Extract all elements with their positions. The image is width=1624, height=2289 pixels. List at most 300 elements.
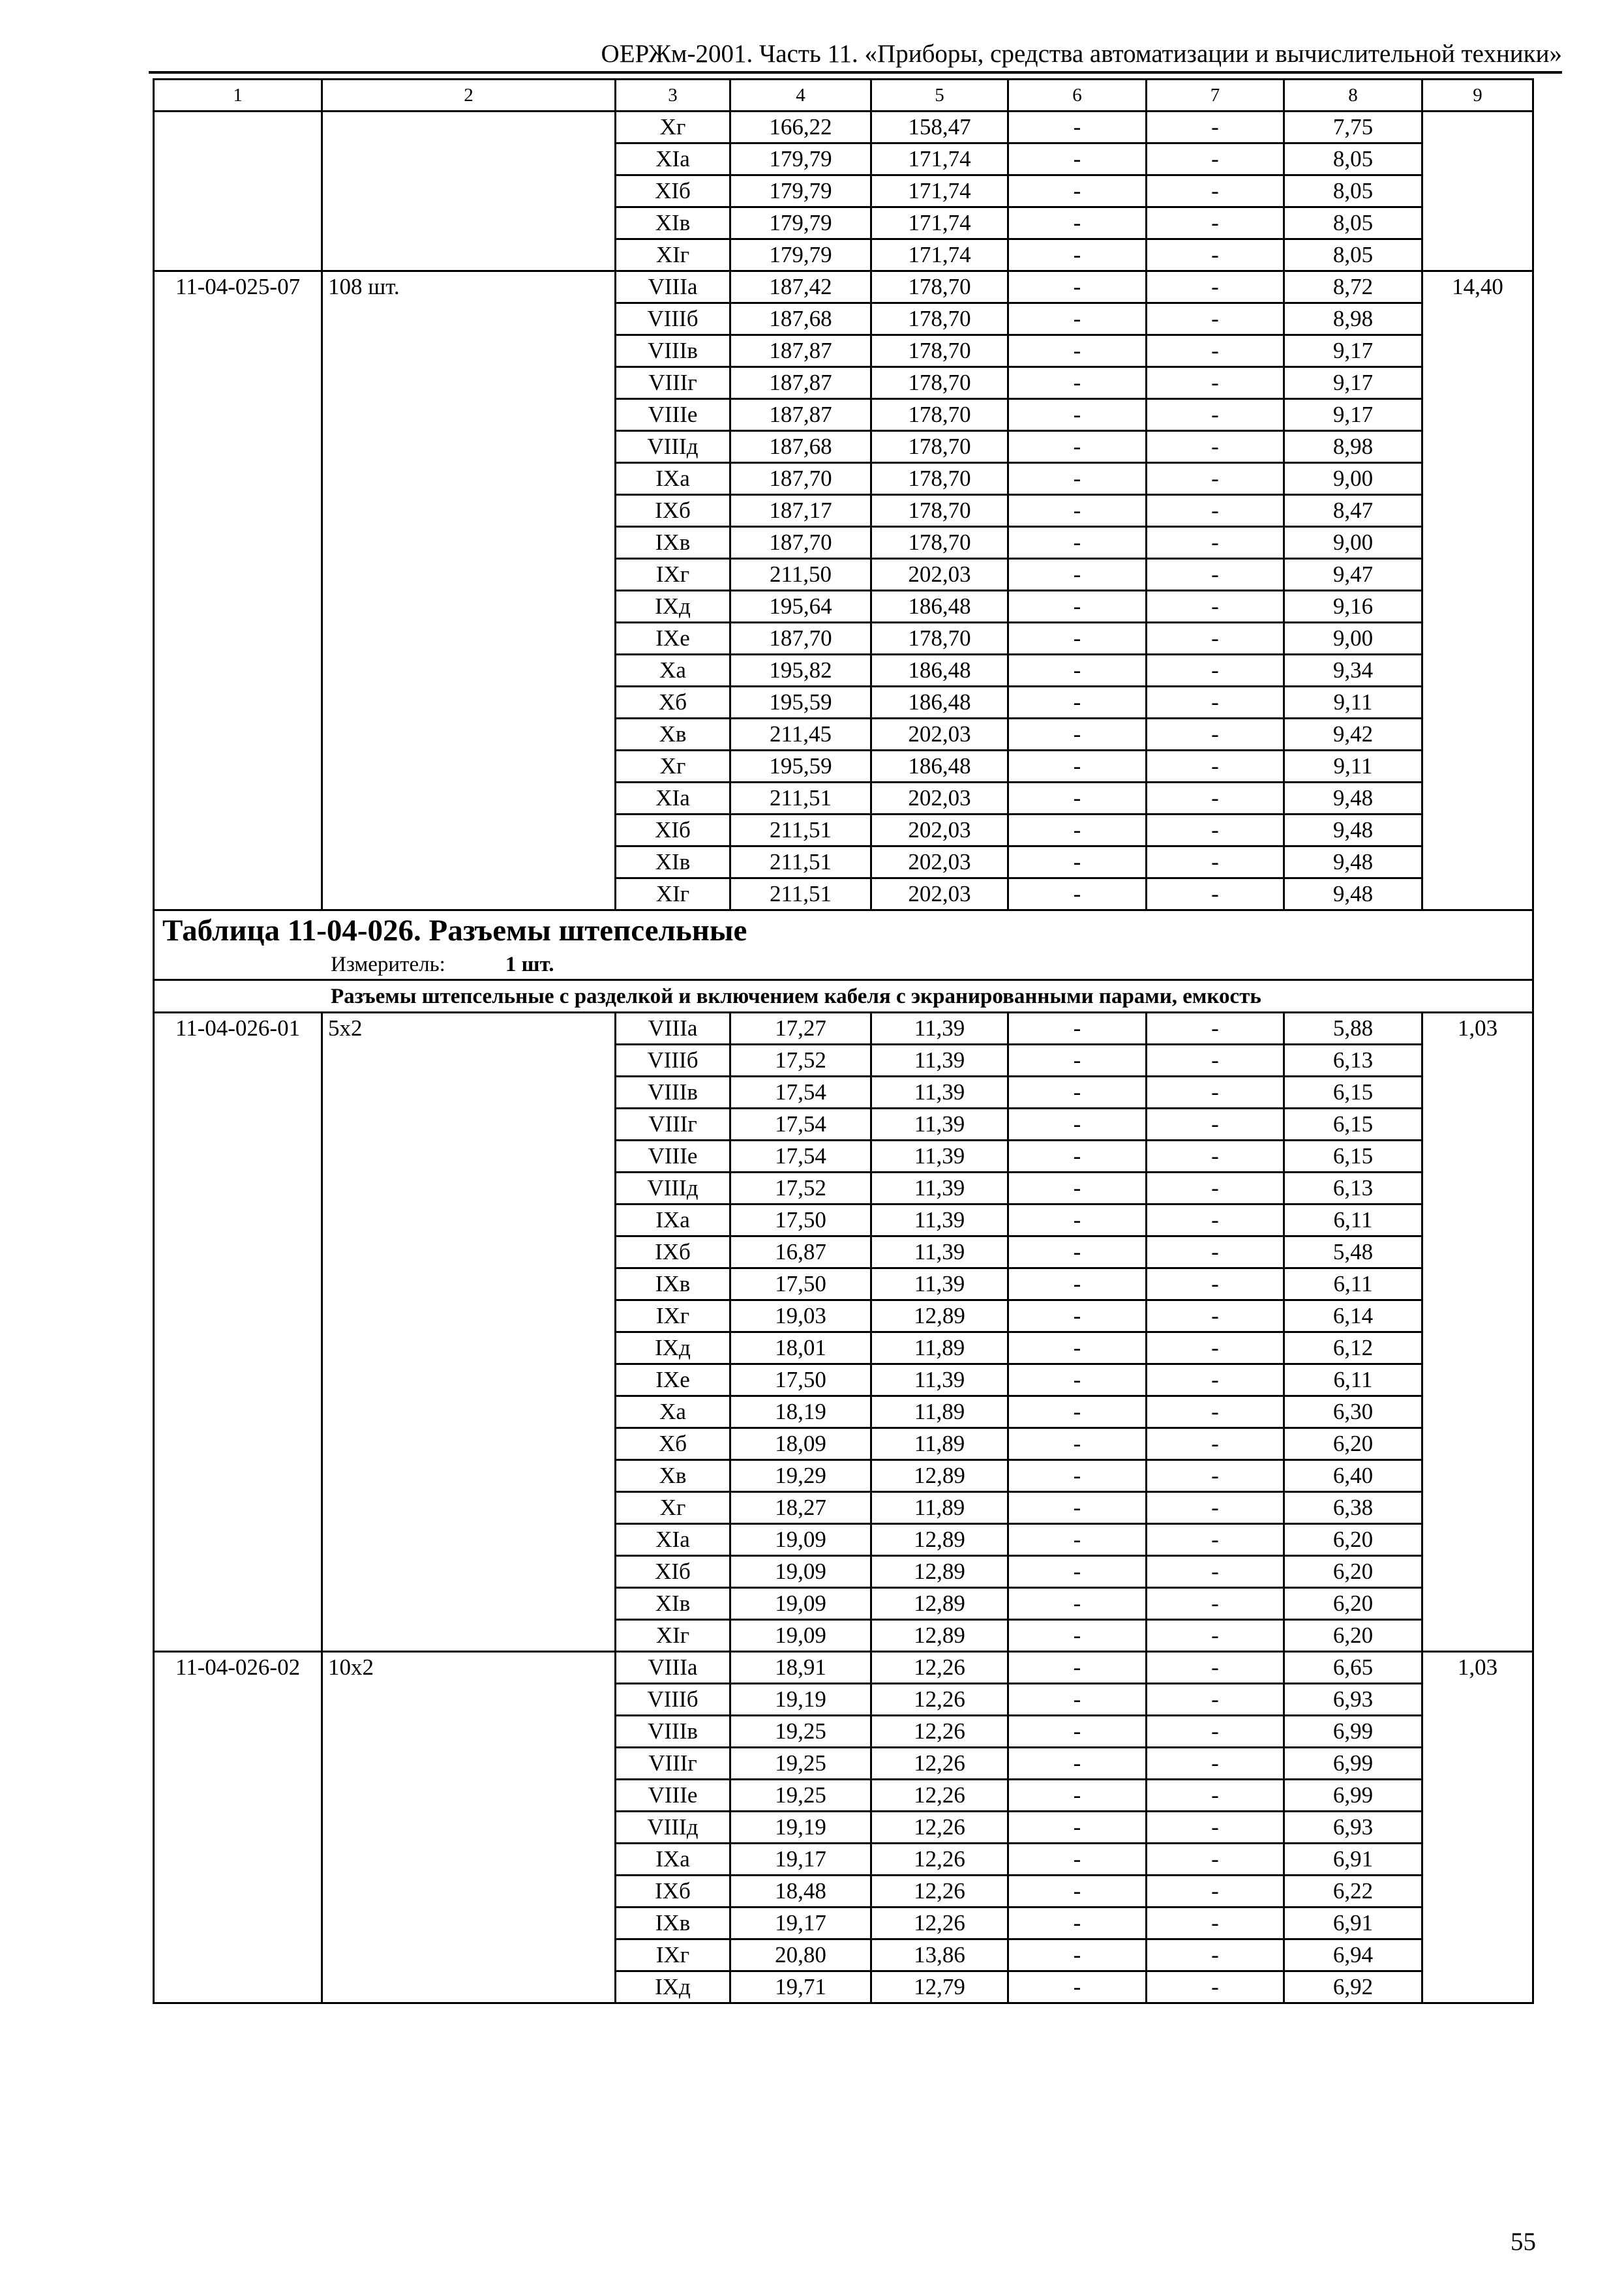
material-cost-cell: 9,48: [1284, 846, 1422, 878]
zone-cell: VIIIв: [616, 335, 730, 367]
wage-cell: 158,47: [871, 112, 1008, 143]
operator-wage-cell: -: [1147, 1109, 1284, 1141]
wage-cell: 11,39: [871, 1141, 1008, 1173]
section-header-cell: [154, 910, 1533, 980]
machine-cost-cell: -: [1008, 1364, 1147, 1396]
operator-wage-cell: -: [1147, 1332, 1284, 1364]
material-cost-cell: 6,65: [1284, 1652, 1422, 1684]
wage-cell: 11,39: [871, 1013, 1008, 1045]
material-cost-cell: 9,00: [1284, 527, 1422, 559]
column-number: 2: [322, 80, 616, 112]
cable-mass-cell: 1,03: [1422, 1652, 1533, 2003]
machine-cost-cell: -: [1008, 271, 1147, 303]
wage-cell: 202,03: [871, 559, 1008, 591]
header-rule: [149, 71, 1562, 74]
machine-cost-cell: -: [1008, 783, 1147, 815]
operator-wage-cell: -: [1147, 1588, 1284, 1620]
zone-cell: IXг: [616, 1939, 730, 1971]
machine-cost-cell: -: [1008, 1652, 1147, 1684]
rate-name: 5x2: [322, 1013, 616, 1652]
measure-line: [162, 950, 1524, 979]
direct-cost-cell: 17,50: [730, 1204, 871, 1236]
material-cost-cell: 9,34: [1284, 655, 1422, 687]
zone-cell: VIIIе: [616, 1141, 730, 1173]
operator-wage-cell: -: [1147, 495, 1284, 527]
machine-cost-cell: -: [1008, 1620, 1147, 1652]
direct-cost-cell: 19,09: [730, 1588, 871, 1620]
machine-cost-cell: -: [1008, 1204, 1147, 1236]
operator-wage-cell: -: [1147, 399, 1284, 431]
operator-wage-cell: -: [1147, 207, 1284, 239]
zone-cell: XIв: [616, 1588, 730, 1620]
material-cost-cell: 9,16: [1284, 591, 1422, 623]
machine-cost-cell: -: [1008, 399, 1147, 431]
operator-wage-cell: -: [1147, 1204, 1284, 1236]
direct-cost-cell: 187,70: [730, 527, 871, 559]
zone-cell: IXд: [616, 591, 730, 623]
price-table: [153, 78, 1534, 2004]
direct-cost-cell: 18,27: [730, 1492, 871, 1524]
operator-wage-cell: -: [1147, 1077, 1284, 1109]
material-cost-cell: 6,20: [1284, 1524, 1422, 1556]
machine-cost-cell: -: [1008, 751, 1147, 783]
zone-cell: IXв: [616, 527, 730, 559]
zone-cell: VIIIд: [616, 431, 730, 463]
cable-mass-cell: [1422, 112, 1533, 271]
cable-mass-cell: 1,03: [1422, 1013, 1533, 1652]
machine-cost-cell: -: [1008, 1876, 1147, 1908]
operator-wage-cell: -: [1147, 1780, 1284, 1812]
operator-wage-cell: -: [1147, 175, 1284, 207]
wage-cell: 178,70: [871, 527, 1008, 559]
wage-cell: 12,79: [871, 1971, 1008, 2003]
operator-wage-cell: -: [1147, 271, 1284, 303]
zone-cell: XIа: [616, 143, 730, 175]
machine-cost-cell: -: [1008, 1141, 1147, 1173]
operator-wage-cell: -: [1147, 1236, 1284, 1268]
zone-cell: XIб: [616, 1556, 730, 1588]
wage-cell: 12,89: [871, 1300, 1008, 1332]
page-header-title: ОЕРЖм-2001. Часть 11. «Приборы, средства автоматизации и вычислительной техники»: [601, 40, 1562, 68]
section-header: [154, 910, 1533, 980]
column-number: 9: [1422, 80, 1533, 112]
direct-cost-cell: 195,82: [730, 655, 871, 687]
material-cost-cell: 8,05: [1284, 207, 1422, 239]
operator-wage-cell: -: [1147, 783, 1284, 815]
machine-cost-cell: -: [1008, 655, 1147, 687]
column-number: 5: [871, 80, 1008, 112]
operator-wage-cell: -: [1147, 239, 1284, 271]
zone-cell: XIг: [616, 239, 730, 271]
column-number: 8: [1284, 80, 1422, 112]
operator-wage-cell: -: [1147, 1684, 1284, 1716]
material-cost-cell: 9,17: [1284, 335, 1422, 367]
direct-cost-cell: 187,87: [730, 399, 871, 431]
zone-cell: IXе: [616, 1364, 730, 1396]
zone-cell: VIIIг: [616, 367, 730, 399]
wage-cell: 12,89: [871, 1460, 1008, 1492]
wage-cell: 12,26: [871, 1876, 1008, 1908]
direct-cost-cell: 19,09: [730, 1620, 871, 1652]
zone-cell: VIIIб: [616, 1045, 730, 1077]
direct-cost-cell: 211,45: [730, 719, 871, 751]
table-body: [154, 80, 1533, 2003]
machine-cost-cell: -: [1008, 335, 1147, 367]
zone-cell: XIг: [616, 1620, 730, 1652]
operator-wage-cell: -: [1147, 431, 1284, 463]
material-cost-cell: 6,20: [1284, 1428, 1422, 1460]
operator-wage-cell: -: [1147, 303, 1284, 335]
zone-cell: VIIIб: [616, 303, 730, 335]
machine-cost-cell: -: [1008, 1556, 1147, 1588]
machine-cost-cell: -: [1008, 143, 1147, 175]
zone-cell: XIа: [616, 1524, 730, 1556]
cable-mass-cell: 14,40: [1422, 271, 1533, 910]
operator-wage-cell: -: [1147, 335, 1284, 367]
operator-wage-cell: -: [1147, 1971, 1284, 2003]
material-cost-cell: 6,40: [1284, 1460, 1422, 1492]
wage-cell: 11,39: [871, 1109, 1008, 1141]
wage-cell: 12,89: [871, 1556, 1008, 1588]
operator-wage-cell: -: [1147, 1268, 1284, 1300]
direct-cost-cell: 19,25: [730, 1780, 871, 1812]
material-cost-cell: 8,72: [1284, 271, 1422, 303]
direct-cost-cell: 211,51: [730, 846, 871, 878]
machine-cost-cell: -: [1008, 1268, 1147, 1300]
direct-cost-cell: 166,22: [730, 112, 871, 143]
rate-code: 11-04-025-07: [154, 271, 322, 910]
zone-cell: Xа: [616, 655, 730, 687]
zone-cell: VIIIа: [616, 1013, 730, 1045]
zone-cell: VIIIе: [616, 1780, 730, 1812]
material-cost-cell: 6,38: [1284, 1492, 1422, 1524]
wage-cell: 178,70: [871, 495, 1008, 527]
material-cost-cell: 8,98: [1284, 303, 1422, 335]
machine-cost-cell: -: [1008, 207, 1147, 239]
wage-cell: 202,03: [871, 783, 1008, 815]
zone-cell: Xа: [616, 1396, 730, 1428]
zone-cell: VIIIа: [616, 1652, 730, 1684]
direct-cost-cell: 187,70: [730, 623, 871, 655]
material-cost-cell: 6,20: [1284, 1588, 1422, 1620]
zone-cell: IXб: [616, 495, 730, 527]
direct-cost-cell: 19,25: [730, 1716, 871, 1748]
operator-wage-cell: -: [1147, 1364, 1284, 1396]
direct-cost-cell: 19,03: [730, 1300, 871, 1332]
machine-cost-cell: -: [1008, 559, 1147, 591]
direct-cost-cell: 17,27: [730, 1013, 871, 1045]
material-cost-cell: 6,93: [1284, 1684, 1422, 1716]
material-cost-cell: 9,11: [1284, 751, 1422, 783]
machine-cost-cell: -: [1008, 1908, 1147, 1939]
operator-wage-cell: -: [1147, 463, 1284, 495]
machine-cost-cell: -: [1008, 1492, 1147, 1524]
section-subtitle: Разъемы штепсельные с разделкой и включением кабеля с экранированными парами, емкость: [154, 980, 1533, 1013]
wage-cell: 11,39: [871, 1173, 1008, 1204]
material-cost-cell: 6,99: [1284, 1748, 1422, 1780]
direct-cost-cell: 179,79: [730, 143, 871, 175]
material-cost-cell: 6,93: [1284, 1812, 1422, 1844]
wage-cell: 178,70: [871, 623, 1008, 655]
section-subtitle-row: [154, 980, 1533, 1013]
wage-cell: 12,26: [871, 1844, 1008, 1876]
material-cost-cell: 6,92: [1284, 1971, 1422, 2003]
wage-cell: 202,03: [871, 815, 1008, 846]
zone-cell: IXг: [616, 1300, 730, 1332]
direct-cost-cell: 17,54: [730, 1077, 871, 1109]
measure-value: 1 шт.: [505, 953, 554, 976]
operator-wage-cell: -: [1147, 719, 1284, 751]
machine-cost-cell: -: [1008, 1684, 1147, 1716]
direct-cost-cell: 17,50: [730, 1364, 871, 1396]
zone-cell: IXб: [616, 1236, 730, 1268]
operator-wage-cell: -: [1147, 1908, 1284, 1939]
direct-cost-cell: 195,59: [730, 687, 871, 719]
direct-cost-cell: 211,50: [730, 559, 871, 591]
operator-wage-cell: -: [1147, 1812, 1284, 1844]
zone-cell: IXа: [616, 1204, 730, 1236]
zone-cell: VIIIд: [616, 1812, 730, 1844]
direct-cost-cell: 187,87: [730, 335, 871, 367]
machine-cost-cell: -: [1008, 878, 1147, 910]
wage-cell: 202,03: [871, 719, 1008, 751]
direct-cost-cell: 187,68: [730, 303, 871, 335]
rate-code: [154, 112, 322, 271]
operator-wage-cell: -: [1147, 1173, 1284, 1204]
wage-cell: 202,03: [871, 846, 1008, 878]
column-number-row: [154, 80, 1533, 112]
machine-cost-cell: -: [1008, 1812, 1147, 1844]
direct-cost-cell: 19,19: [730, 1812, 871, 1844]
wage-cell: 171,74: [871, 143, 1008, 175]
operator-wage-cell: -: [1147, 1396, 1284, 1428]
wage-cell: 178,70: [871, 335, 1008, 367]
direct-cost-cell: 19,17: [730, 1844, 871, 1876]
zone-cell: VIIIд: [616, 1173, 730, 1204]
material-cost-cell: 9,00: [1284, 463, 1422, 495]
direct-cost-cell: 17,54: [730, 1141, 871, 1173]
operator-wage-cell: -: [1147, 367, 1284, 399]
direct-cost-cell: 179,79: [730, 239, 871, 271]
material-cost-cell: 6,15: [1284, 1109, 1422, 1141]
machine-cost-cell: -: [1008, 687, 1147, 719]
direct-cost-cell: 17,52: [730, 1045, 871, 1077]
machine-cost-cell: -: [1008, 719, 1147, 751]
zone-cell: Xб: [616, 1428, 730, 1460]
rate-code: 11-04-026-02: [154, 1652, 322, 2003]
machine-cost-cell: -: [1008, 1236, 1147, 1268]
wage-cell: 202,03: [871, 878, 1008, 910]
wage-cell: 13,86: [871, 1939, 1008, 1971]
machine-cost-cell: -: [1008, 1428, 1147, 1460]
machine-cost-cell: -: [1008, 1939, 1147, 1971]
direct-cost-cell: 17,52: [730, 1173, 871, 1204]
machine-cost-cell: -: [1008, 1109, 1147, 1141]
zone-cell: IXв: [616, 1908, 730, 1939]
material-cost-cell: 6,99: [1284, 1716, 1422, 1748]
zone-cell: XIв: [616, 207, 730, 239]
direct-cost-cell: 20,80: [730, 1939, 871, 1971]
column-number: 7: [1147, 80, 1284, 112]
direct-cost-cell: 179,79: [730, 207, 871, 239]
direct-cost-cell: 211,51: [730, 878, 871, 910]
operator-wage-cell: -: [1147, 143, 1284, 175]
material-cost-cell: 7,75: [1284, 112, 1422, 143]
zone-cell: VIIIг: [616, 1109, 730, 1141]
wage-cell: 12,26: [871, 1748, 1008, 1780]
material-cost-cell: 9,11: [1284, 687, 1422, 719]
material-cost-cell: 6,11: [1284, 1364, 1422, 1396]
direct-cost-cell: 18,01: [730, 1332, 871, 1364]
operator-wage-cell: -: [1147, 1652, 1284, 1684]
wage-cell: 178,70: [871, 431, 1008, 463]
material-cost-cell: 6,14: [1284, 1300, 1422, 1332]
wage-cell: 11,89: [871, 1396, 1008, 1428]
wage-cell: 12,26: [871, 1684, 1008, 1716]
zone-cell: Xб: [616, 687, 730, 719]
operator-wage-cell: -: [1147, 1748, 1284, 1780]
machine-cost-cell: -: [1008, 1396, 1147, 1428]
operator-wage-cell: -: [1147, 1141, 1284, 1173]
column-number: 6: [1008, 80, 1147, 112]
direct-cost-cell: 187,42: [730, 271, 871, 303]
zone-cell: Xг: [616, 751, 730, 783]
machine-cost-cell: -: [1008, 367, 1147, 399]
machine-cost-cell: -: [1008, 1524, 1147, 1556]
column-number: 3: [616, 80, 730, 112]
wage-cell: 12,26: [871, 1716, 1008, 1748]
direct-cost-cell: 187,87: [730, 367, 871, 399]
zone-cell: IXе: [616, 623, 730, 655]
material-cost-cell: 6,11: [1284, 1268, 1422, 1300]
zone-cell: VIIIа: [616, 271, 730, 303]
operator-wage-cell: -: [1147, 1013, 1284, 1045]
material-cost-cell: 6,22: [1284, 1876, 1422, 1908]
zone-cell: Xв: [616, 1460, 730, 1492]
machine-cost-cell: -: [1008, 623, 1147, 655]
wage-cell: 11,39: [871, 1045, 1008, 1077]
zone-cell: XIб: [616, 175, 730, 207]
direct-cost-cell: 19,09: [730, 1524, 871, 1556]
material-cost-cell: 8,98: [1284, 431, 1422, 463]
direct-cost-cell: 18,91: [730, 1652, 871, 1684]
material-cost-cell: 6,12: [1284, 1332, 1422, 1364]
rate-code: 11-04-026-01: [154, 1013, 322, 1652]
wage-cell: 171,74: [871, 239, 1008, 271]
wage-cell: 186,48: [871, 655, 1008, 687]
machine-cost-cell: -: [1008, 1173, 1147, 1204]
machine-cost-cell: -: [1008, 846, 1147, 878]
zone-cell: XIа: [616, 783, 730, 815]
wage-cell: 11,89: [871, 1492, 1008, 1524]
machine-cost-cell: -: [1008, 1780, 1147, 1812]
machine-cost-cell: -: [1008, 1300, 1147, 1332]
wage-cell: 12,26: [871, 1652, 1008, 1684]
operator-wage-cell: -: [1147, 1716, 1284, 1748]
wage-cell: 171,74: [871, 207, 1008, 239]
machine-cost-cell: -: [1008, 591, 1147, 623]
rate-name: 10x2: [322, 1652, 616, 2003]
measure-label: Измеритель:: [331, 953, 445, 976]
operator-wage-cell: -: [1147, 559, 1284, 591]
operator-wage-cell: -: [1147, 1300, 1284, 1332]
operator-wage-cell: -: [1147, 687, 1284, 719]
operator-wage-cell: -: [1147, 591, 1284, 623]
direct-cost-cell: 179,79: [730, 175, 871, 207]
machine-cost-cell: -: [1008, 527, 1147, 559]
direct-cost-cell: 19,17: [730, 1908, 871, 1939]
zone-cell: XIв: [616, 846, 730, 878]
zone-cell: VIIIв: [616, 1077, 730, 1109]
wage-cell: 12,89: [871, 1588, 1008, 1620]
wage-cell: 12,26: [871, 1780, 1008, 1812]
zone-cell: VIIIб: [616, 1684, 730, 1716]
machine-cost-cell: -: [1008, 1332, 1147, 1364]
operator-wage-cell: -: [1147, 751, 1284, 783]
material-cost-cell: 8,05: [1284, 239, 1422, 271]
material-cost-cell: 6,11: [1284, 1204, 1422, 1236]
operator-wage-cell: -: [1147, 655, 1284, 687]
direct-cost-cell: 19,09: [730, 1556, 871, 1588]
wage-cell: 11,39: [871, 1204, 1008, 1236]
material-cost-cell: 6,30: [1284, 1396, 1422, 1428]
direct-cost-cell: 187,17: [730, 495, 871, 527]
table-row: [154, 1652, 1533, 1684]
wage-cell: 11,39: [871, 1364, 1008, 1396]
operator-wage-cell: -: [1147, 1492, 1284, 1524]
wage-cell: 11,39: [871, 1268, 1008, 1300]
table-row: [154, 1013, 1533, 1045]
operator-wage-cell: -: [1147, 1620, 1284, 1652]
material-cost-cell: 6,91: [1284, 1908, 1422, 1939]
material-cost-cell: 9,48: [1284, 878, 1422, 910]
zone-cell: IXа: [616, 1844, 730, 1876]
zone-cell: IXа: [616, 463, 730, 495]
operator-wage-cell: -: [1147, 1524, 1284, 1556]
machine-cost-cell: -: [1008, 1077, 1147, 1109]
zone-cell: Xг: [616, 112, 730, 143]
machine-cost-cell: -: [1008, 1460, 1147, 1492]
machine-cost-cell: -: [1008, 1844, 1147, 1876]
direct-cost-cell: 19,29: [730, 1460, 871, 1492]
direct-cost-cell: 18,48: [730, 1876, 871, 1908]
direct-cost-cell: 17,50: [730, 1268, 871, 1300]
wage-cell: 178,70: [871, 367, 1008, 399]
zone-cell: IXд: [616, 1332, 730, 1364]
direct-cost-cell: 187,68: [730, 431, 871, 463]
operator-wage-cell: -: [1147, 846, 1284, 878]
machine-cost-cell: -: [1008, 463, 1147, 495]
direct-cost-cell: 19,71: [730, 1971, 871, 2003]
material-cost-cell: 9,48: [1284, 815, 1422, 846]
direct-cost-cell: 19,19: [730, 1684, 871, 1716]
direct-cost-cell: 17,54: [730, 1109, 871, 1141]
zone-cell: XIг: [616, 878, 730, 910]
zone-cell: VIIIв: [616, 1716, 730, 1748]
material-cost-cell: 6,94: [1284, 1939, 1422, 1971]
wage-cell: 11,39: [871, 1236, 1008, 1268]
wage-cell: 178,70: [871, 271, 1008, 303]
rate-name: 108 шт.: [322, 271, 616, 910]
operator-wage-cell: -: [1147, 1045, 1284, 1077]
operator-wage-cell: -: [1147, 112, 1284, 143]
wage-cell: 178,70: [871, 399, 1008, 431]
operator-wage-cell: -: [1147, 1844, 1284, 1876]
wage-cell: 12,26: [871, 1908, 1008, 1939]
material-cost-cell: 9,17: [1284, 399, 1422, 431]
page-number: 55: [1511, 2228, 1536, 2256]
operator-wage-cell: -: [1147, 1939, 1284, 1971]
